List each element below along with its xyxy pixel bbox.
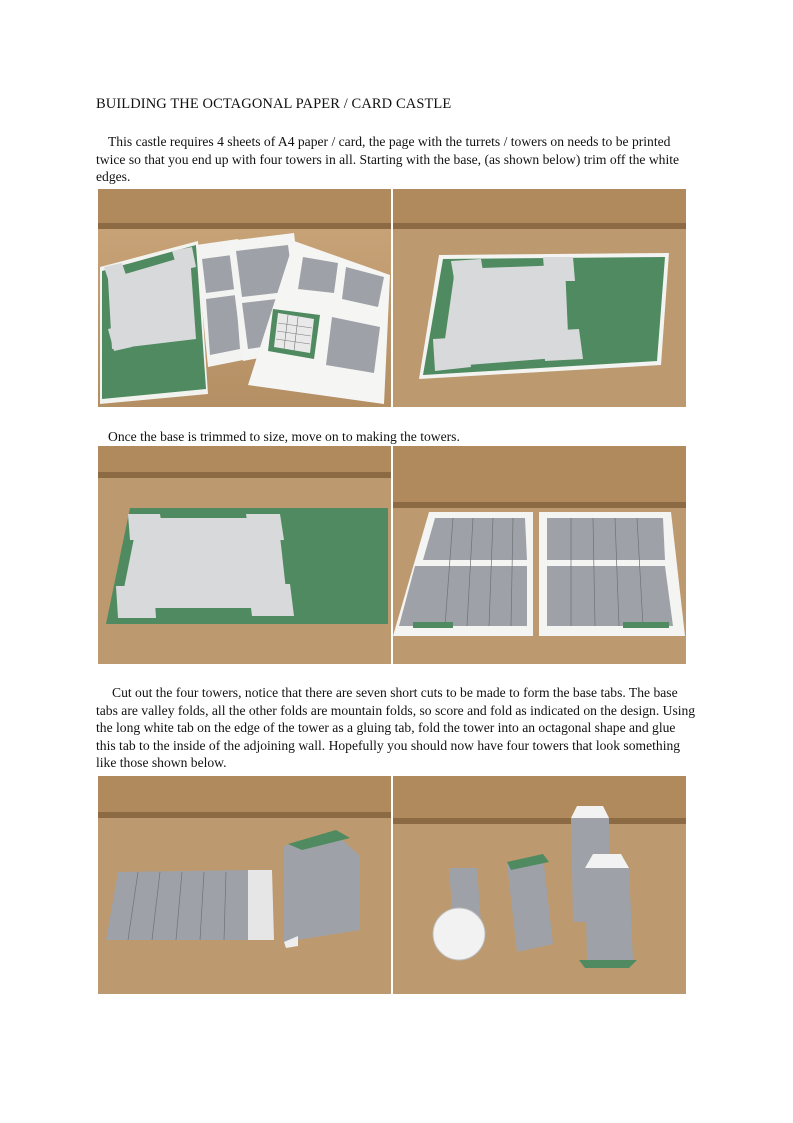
photo-printed-sheets (98, 189, 391, 407)
document-title: BUILDING THE OCTAGONAL PAPER / CARD CASTLE (96, 96, 452, 112)
photo-folded-tower (98, 776, 391, 994)
photo-four-towers (393, 776, 686, 994)
photo-tower-sheets (393, 446, 686, 664)
paragraph-cut-towers: Cut out the four towers, notice that there are seven short cuts to be made to form the base tabs. The base tabs are valley folds, all the other folds are mountain folds, so score and fold as indicated on the design. Using the long white tab on the edge of the tower as a gluing tab, fold the tower into an octagonal shape and glue this tab to the inside of the adjoining wall. Hopefully you should now have four towers that look something like those shown below. (96, 685, 696, 770)
paragraph-intro: This castle requires 4 sheets of A4 paper / card, the page with the turrets / towers on needs to be printed twice so that you end up with four towers in all. Starting with the base, (as shown below) trim off the white edges. (96, 134, 680, 184)
photo-trimmed-base (393, 189, 686, 407)
paragraph-base-trimmed: Once the base is trimmed to size, move on to making the towers. (108, 429, 460, 444)
photo-base-on-table (98, 446, 391, 664)
